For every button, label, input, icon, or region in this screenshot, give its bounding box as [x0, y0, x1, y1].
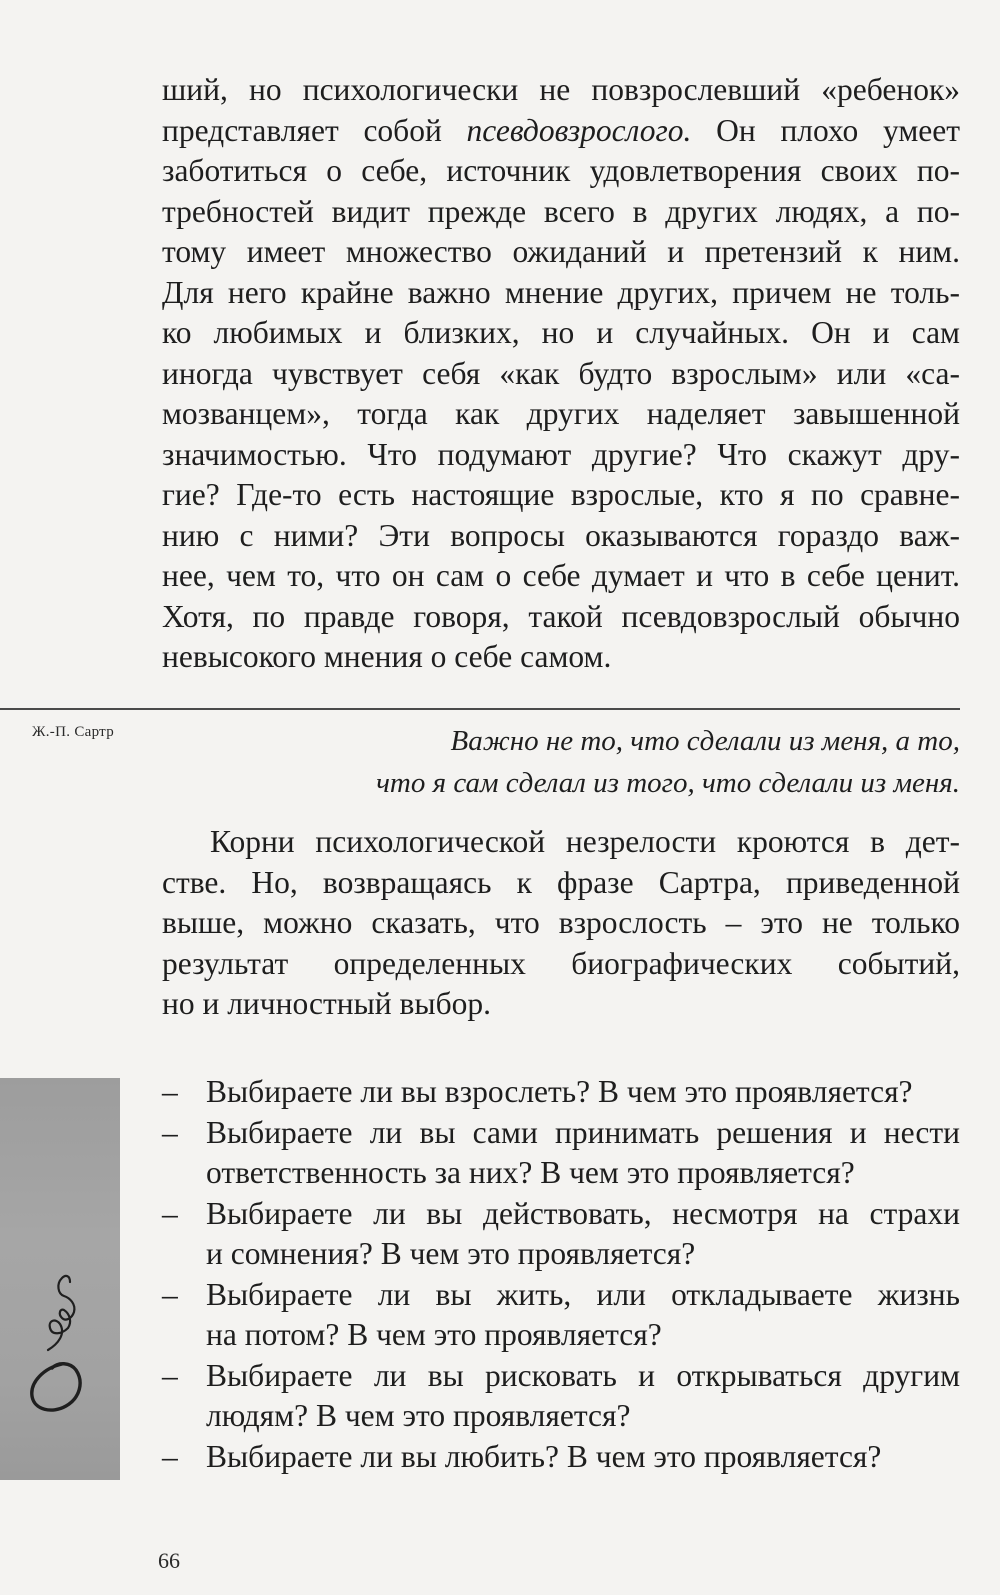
list-bullet: – — [162, 1114, 178, 1150]
section-side-tab — [0, 1078, 120, 1480]
question-line: Выбираете ли вы взрослеть? В чем это проявляется? — [206, 1074, 913, 1109]
text-line: стве. Но, возвращаясь к фразе Сартра, приведенной — [162, 864, 960, 900]
question-list — [162, 1072, 960, 1477]
intro-paragraph — [162, 70, 960, 678]
script-word-vas — [48, 1276, 74, 1350]
list-bullet: – — [162, 1074, 178, 1109]
list-item — [162, 1113, 960, 1194]
epigraph-line: Важно не то, что сделали из меня, а то, — [450, 725, 960, 757]
text-line: значимостью. Что подумают другие? Что скажут дру- — [162, 436, 960, 472]
text-line: мозванцем», тогда как других наделяет завышенной — [162, 396, 960, 431]
list-item — [162, 1437, 960, 1478]
question-line: Выбираете ли вы жить, или откладываете жизнь — [206, 1276, 960, 1312]
question-line: Выбираете ли вы рисковать и открываться другим — [206, 1357, 960, 1393]
question-line: на потом? В чем это проявляется? — [206, 1317, 662, 1352]
epigraph-line: что я сам сделал из того, что сделали из меня. — [376, 767, 960, 799]
epigraph-author: Ж.-П. Сартр — [32, 724, 115, 740]
text-segment: представляет собой — [162, 112, 467, 148]
question-line: людям? В чем это проявляется? — [206, 1398, 631, 1433]
list-bullet: – — [162, 1438, 178, 1474]
text-line: ко любимых и близких, но и случайных. Он и сам — [162, 315, 960, 350]
list-item — [162, 1275, 960, 1356]
question-line: Выбираете ли вы сами принимать решения и нести — [206, 1114, 960, 1150]
text-line: результат определенных биографических событий, — [162, 945, 960, 981]
list-item — [162, 1194, 960, 1275]
text-line: гие? Где-то есть настоящие взрослые, кто я по сравне- — [162, 477, 960, 512]
text-segment: Он плохо умеет — [691, 112, 960, 148]
text-line: тому имеет множество ожиданий и претензий к ним. — [162, 234, 960, 269]
epigraph-divider — [0, 708, 960, 710]
question-line: и сомнения? В чем это проявляется? — [206, 1236, 696, 1271]
text-line: нее, чем то, что он сам о себе думает и что в себе ценит. — [162, 558, 960, 593]
text-line: иногда чувствует себя «как будто взрослым» или «са- — [162, 355, 960, 391]
text-line: невысокого мнения о себе самом. — [162, 639, 612, 674]
list-bullet: – — [162, 1195, 178, 1231]
text-line: Хотя, по правде говоря, такой псевдовзрослый обычно — [162, 598, 960, 634]
list-item — [162, 1072, 960, 1113]
italic-term: псевдовзрослого. — [466, 112, 692, 148]
question-line: ответственность за них? В чем это проявляется? — [206, 1155, 855, 1190]
text-line-with-term — [162, 111, 960, 152]
text-line: Для него крайне важно мнение других, причем не толь- — [162, 274, 960, 310]
page-number: 66 — [158, 1548, 180, 1573]
text-line: ший, но психологически не повзрослевший «ребенок» — [162, 72, 960, 107]
text-line: Корни психологической незрелости кроются в дет- — [210, 824, 960, 859]
handwritten-section-label — [0, 1078, 120, 1480]
text-line: но и личностный выбор. — [162, 986, 491, 1021]
text-line: выше, можно сказать, что взрослость – это не только — [162, 905, 960, 940]
question-line: Выбираете ли вы действовать, несмотря на страхи — [206, 1195, 960, 1231]
text-line: требностей видит прежде всего в других людях, а по- — [162, 193, 960, 229]
epigraph-quote — [360, 720, 960, 804]
list-item — [162, 1356, 960, 1437]
list-bullet: – — [162, 1276, 178, 1312]
text-line: заботиться о себе, источник удовлетворения своих по- — [162, 153, 960, 188]
list-bullet: – — [162, 1357, 178, 1393]
text-line: нию с ними? Эти вопросы оказываются гораздо важ- — [162, 517, 960, 553]
script-letter-o — [32, 1364, 80, 1410]
question-line: Выбираете ли вы любить? В чем это проявляется? — [206, 1438, 882, 1474]
body-paragraph — [162, 822, 960, 1025]
